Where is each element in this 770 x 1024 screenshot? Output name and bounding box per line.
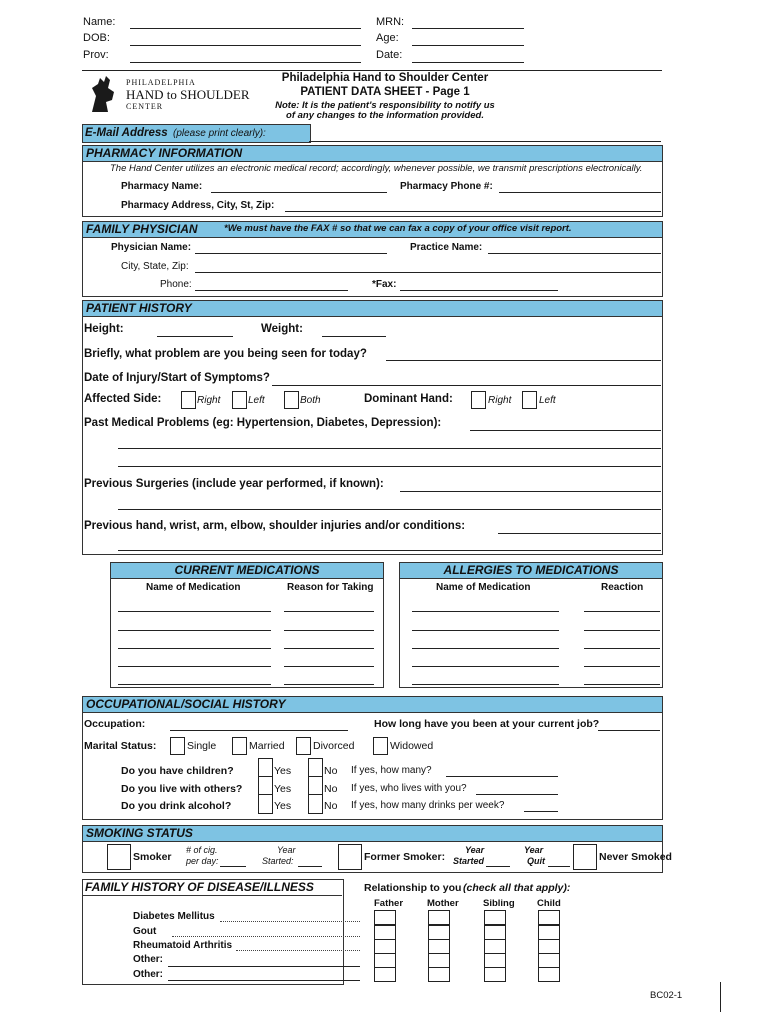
smoker-started-field[interactable] [298,866,322,867]
family-heading: FAMILY HISTORY OF DISEASE/ILLNESS [85,880,314,894]
email-field[interactable] [309,141,661,142]
physician-phone-label: Phone: [160,279,192,290]
alcohol-no-checkbox[interactable] [308,794,323,814]
allergy-col-reaction: Reaction [601,582,644,593]
child-col: Child [537,898,561,909]
dob-label: DOB: [83,32,110,44]
family-history-checkbox[interactable] [484,910,506,925]
allergy-medication-field[interactable] [412,684,559,685]
physician-phone-field[interactable] [195,290,348,291]
disease-other-1: Other: [133,954,163,965]
height-field[interactable] [157,336,233,337]
family-history-checkbox[interactable] [484,939,506,954]
logo-line3: CENTER [126,102,164,111]
current-job-field[interactable] [598,730,660,731]
family-history-checkbox[interactable] [374,910,396,925]
others-no-checkbox[interactable] [308,776,323,796]
alcohol-question: Do you drink alcohol? [121,800,232,812]
physician-fax-field[interactable] [400,290,558,291]
former-smoker-label: Former Smoker: [364,851,446,863]
smoking-heading-bar [82,825,663,842]
pharmacy-phone-field[interactable] [499,192,661,193]
former-year-label: Year [465,845,485,855]
dominant-right-checkbox[interactable] [471,391,486,409]
hand-logo-icon [86,74,120,114]
father-col: Father [374,898,404,909]
pharmacy-name-field[interactable] [211,192,387,193]
affected-left-label: Left [248,395,265,406]
disease-ra: Rheumatoid Arthritis [133,940,233,951]
physician-heading: FAMILY PHYSICIAN [86,222,198,236]
relationship-hint: (check all that apply): [463,882,571,894]
medication-name-field[interactable] [118,611,271,612]
social-heading: OCCUPATIONAL/SOCIAL HISTORY [86,697,286,711]
allergies-heading-bar [399,562,663,579]
single-label: Single [187,740,217,752]
mrn-label: MRN: [376,16,405,28]
pmh-label: Past Medical Problems (eg: Hypertension, Diabetes, Depression): [84,417,442,429]
family-history-checkbox[interactable] [374,967,396,982]
alcohol-no-label: No [324,800,338,812]
family-history-checkbox[interactable] [374,939,396,954]
surgeries-field-1[interactable] [400,491,661,492]
divorced-checkbox[interactable] [296,737,311,755]
single-checkbox[interactable] [170,737,185,755]
former-started-label: Started [453,856,485,866]
children-no-label: No [324,765,338,777]
disease-ra-line [236,950,360,951]
physician-notice: *We must have the FAX # so that we can fax a copy of your office visit report. [224,223,572,234]
height-label: Height: [84,323,124,335]
affected-right-label: Right [197,395,221,406]
disease-gout-line [172,936,360,937]
others-yes-checkbox[interactable] [258,776,273,796]
family-history-checkbox[interactable] [538,939,560,954]
problem-label: Briefly, what problem are you being seen for today? [84,348,367,360]
married-label: Married [249,740,285,752]
physician-fax-label: *Fax: [372,279,397,290]
dominant-hand-label: Dominant Hand: [364,393,453,405]
pharmacy-notice: The Hand Center utilizes an electronic medical record; accordingly, whenever possible, we transmit prescriptions electronically. [110,163,643,174]
family-history-checkbox[interactable] [538,925,560,940]
pharmacy-heading-bar [82,145,663,162]
children-question: Do you have children? [121,765,234,777]
alcohol-followup: If yes, how many drinks per week? [351,800,505,811]
history-heading-bar [82,300,663,317]
dob-field[interactable] [130,45,361,46]
dominant-left-checkbox[interactable] [522,391,537,409]
family-history-checkbox[interactable] [374,953,396,968]
practice-name-field[interactable] [488,253,661,254]
surgeries-field-2[interactable] [118,509,661,510]
family-history-checkbox[interactable] [538,967,560,982]
age-field[interactable] [412,45,524,46]
title-block [250,71,520,121]
family-history-checkbox[interactable] [428,953,450,968]
physician-city-label: City, State, Zip: [121,261,189,272]
children-followup: If yes, how many? [351,765,432,776]
mother-col: Mother [427,898,459,909]
logo-line2: HAND to SHOULDER [126,87,250,102]
alcohol-drinks-field[interactable] [524,811,558,812]
live-with-others-question: Do you live with others? [121,783,243,795]
medication-reason-field[interactable] [284,666,374,667]
medications-heading: CURRENT MEDICATIONS [174,563,320,577]
disease-diabetes-line [220,921,360,922]
family-history-checkbox[interactable] [428,910,450,925]
never-smoked-label: Never Smoked [599,851,672,863]
logo [86,74,250,116]
quit-year-label: Year [524,845,544,855]
med-col-name: Name of Medication [146,582,241,593]
injuries-label: Previous hand, wrist, arm, elbow, shoulder injuries and/or conditions: [84,520,466,532]
disease-other-2-field[interactable] [168,980,360,981]
smoker-started-label: Started: [262,856,294,866]
allergy-medication-field[interactable] [412,648,559,649]
prov-field[interactable] [130,62,361,63]
sheet-title: PATIENT DATA SHEET - Page 1 [300,86,470,98]
others-followup: If yes, who lives with you? [351,783,467,794]
pharmacy-phone-label: Pharmacy Phone #: [400,181,493,192]
allergies-heading: ALLERGIES TO MEDICATIONS [443,563,619,577]
allergy-medication-field[interactable] [412,611,559,612]
children-no-checkbox[interactable] [308,758,323,778]
smoker-label: Smoker [133,851,172,863]
affected-left-checkbox[interactable] [232,391,247,409]
cig-label-1: # of cig. [186,845,218,855]
smoker-year-label: Year [277,845,296,855]
problem-field[interactable] [386,360,661,361]
quit-field[interactable] [548,866,570,867]
disease-other-1-field[interactable] [168,966,360,967]
family-heading-row [82,879,342,896]
dominant-left-label: Left [539,395,556,406]
injuries-field-2[interactable] [118,550,661,551]
allergy-reaction-field[interactable] [584,666,660,667]
injury-date-field[interactable] [272,385,661,386]
email-label: E-Mail Address [85,127,168,139]
injuries-field-1[interactable] [498,533,661,534]
relationship-label: Relationship to you [364,882,462,894]
footer-vertical-rule [720,982,721,1012]
physician-name-label: Physician Name: [111,242,192,253]
family-history-checkbox[interactable] [428,967,450,982]
cig-label-2: per day: [186,856,219,866]
pmh-field-2[interactable] [118,448,661,449]
prov-label: Prov: [83,49,109,61]
weight-field[interactable] [322,336,386,337]
note-line1: Note: It is the patient's responsibility to notify us [275,100,495,111]
physician-city-field[interactable] [195,272,661,273]
others-yes-label: Yes [274,783,292,795]
medication-reason-field[interactable] [284,648,374,649]
logo-line1: PHILADELPHIA [126,78,196,87]
social-heading-bar [82,696,663,713]
email-hint: (please print clearly): [173,128,266,139]
family-history-checkbox[interactable] [538,910,560,925]
allergy-reaction-field[interactable] [584,630,660,631]
pharmacy-address-label: Pharmacy Address, City, St, Zip: [121,200,275,211]
physician-name-field[interactable] [195,253,387,254]
allergy-reaction-field[interactable] [584,684,660,685]
allergy-medication-field[interactable] [412,666,559,667]
former-started-field[interactable] [486,866,510,867]
pharmacy-address-field[interactable] [285,211,661,212]
widowed-checkbox[interactable] [373,737,388,755]
date-field[interactable] [412,62,524,63]
family-history-checkbox[interactable] [428,925,450,940]
others-no-label: No [324,783,338,795]
alcohol-yes-label: Yes [274,800,292,812]
children-count-field[interactable] [446,776,558,777]
married-checkbox[interactable] [232,737,247,755]
allergy-col-name: Name of Medication [436,582,531,593]
affected-side-label: Affected Side: [84,393,162,405]
med-col-reason: Reason for Taking [287,582,374,593]
children-yes-checkbox[interactable] [258,758,273,778]
affected-right-checkbox[interactable] [181,391,196,409]
affected-both-checkbox[interactable] [284,391,299,409]
injury-date-label: Date of Injury/Start of Symptoms? [84,372,270,384]
practice-name-label: Practice Name: [410,242,483,253]
quit-label: Quit [527,856,545,866]
occupation-field[interactable] [170,730,348,731]
former-smoker-checkbox[interactable] [338,844,362,870]
medication-name-field[interactable] [118,648,271,649]
family-history-checkbox[interactable] [538,953,560,968]
family-history-checkbox[interactable] [484,967,506,982]
pmh-field-1[interactable] [470,430,661,431]
pmh-field-3[interactable] [118,466,661,467]
form-code: BC02-1 [650,990,683,1001]
surgeries-label: Previous Surgeries (include year performed, if known): [84,478,384,490]
weight-label: Weight: [261,323,303,335]
dominant-right-label: Right [488,395,512,406]
never-smoked-checkbox[interactable] [573,844,597,870]
medications-section [110,562,384,688]
medication-reason-field[interactable] [284,684,374,685]
family-history-checkbox[interactable] [374,925,396,940]
medication-name-field[interactable] [118,666,271,667]
history-heading: PATIENT HISTORY [86,301,192,315]
medications-heading-bar [110,562,384,579]
allergies-section [399,562,663,688]
medication-name-field[interactable] [118,684,271,685]
mrn-field[interactable] [412,28,524,29]
clinic-name: Philadelphia Hand to Shoulder Center [281,72,489,84]
widowed-label: Widowed [390,740,434,752]
date-label: Date: [376,49,403,61]
note-line2: of any changes to the information provided. [286,110,484,121]
disease-gout: Gout [133,926,157,937]
occupation-label: Occupation: [84,718,146,730]
children-yes-label: Yes [274,765,292,777]
family-history-checkbox[interactable] [484,925,506,940]
pharmacy-heading: PHARMACY INFORMATION [86,146,243,160]
smoking-heading: SMOKING STATUS [86,826,193,840]
affected-both-label: Both [300,395,321,406]
family-history-checkbox[interactable] [484,953,506,968]
medication-reason-field[interactable] [284,630,374,631]
disease-diabetes: Diabetes Mellitus [133,911,215,922]
smoker-checkbox[interactable] [107,844,131,870]
others-who-field[interactable] [476,794,558,795]
email-label-box [82,124,311,143]
pharmacy-name-label: Pharmacy Name: [121,181,203,192]
medication-reason-field[interactable] [284,611,374,612]
name-field[interactable] [130,28,361,29]
cig-per-day-field[interactable] [220,866,246,867]
name-label: Name: [83,16,116,28]
disease-other-2: Other: [133,969,163,980]
divorced-label: Divorced [313,740,355,752]
sibling-col: Sibling [483,898,515,909]
family-history-checkbox[interactable] [428,939,450,954]
allergy-reaction-field[interactable] [584,648,660,649]
marital-status-label: Marital Status: [84,740,157,752]
medication-name-field[interactable] [118,630,271,631]
allergy-reaction-field[interactable] [584,611,660,612]
current-job-label: How long have you been at your current job? [374,718,600,730]
age-label: Age: [376,32,399,44]
allergy-medication-field[interactable] [412,630,559,631]
alcohol-yes-checkbox[interactable] [258,794,273,814]
